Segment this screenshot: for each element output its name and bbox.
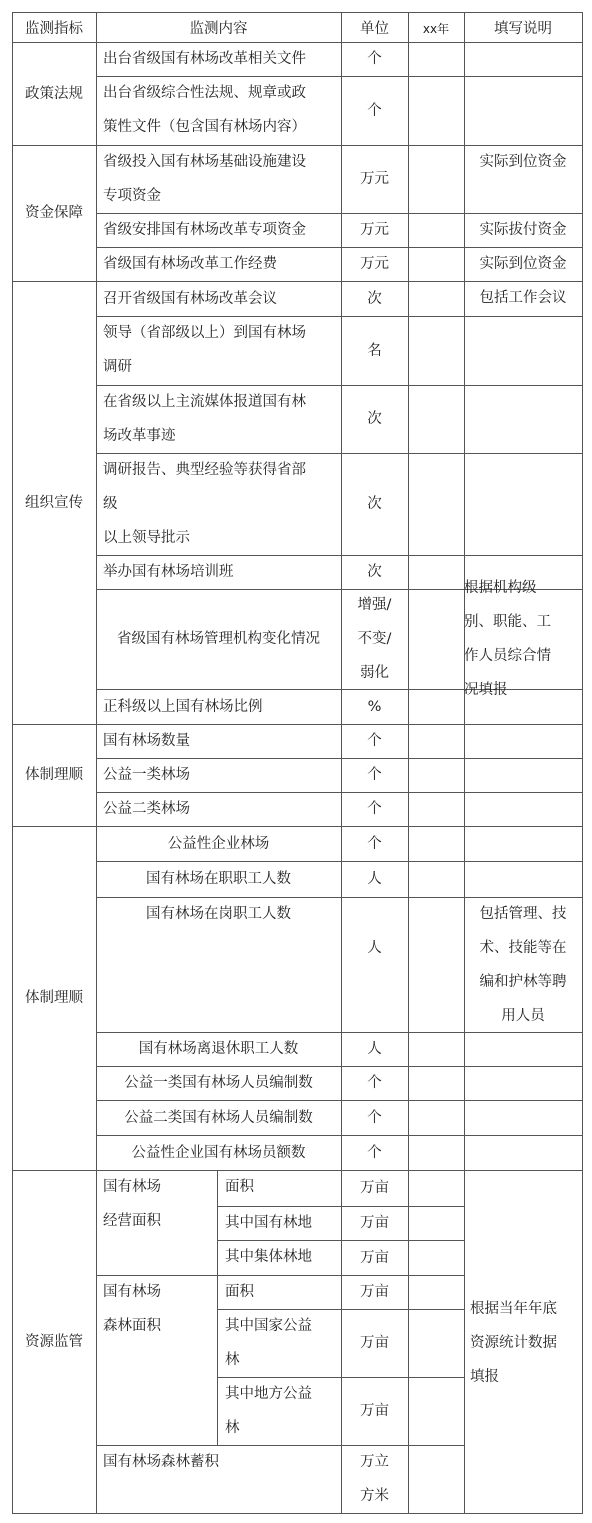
row-content: 省级国有林场管理机构变化情况: [117, 631, 320, 647]
row-content: 出台省级综合性法规、规章或政: [103, 85, 306, 101]
row-unit: %: [367, 698, 382, 715]
row-unit: 个: [367, 767, 382, 783]
row-unit: 人: [367, 871, 382, 887]
resource-unit: 万亩: [360, 1335, 389, 1351]
row-note: 包括管理、技: [479, 906, 567, 922]
row-content: 公益一类国有林场人员编制数: [124, 1075, 313, 1091]
resource-group-label: 森林面积: [103, 1318, 161, 1334]
table-rule: [582, 12, 583, 1514]
resource-unit: 万亩: [360, 1403, 389, 1419]
row-note: 实际拔付资金: [479, 222, 567, 238]
row-content: 出台省级国有林场改革相关文件: [103, 51, 306, 67]
table-rule: [12, 1513, 582, 1514]
row-unit: 人: [367, 1041, 382, 1057]
header-note: 填写说明: [494, 21, 552, 37]
resource-item: 其中地方公益: [225, 1386, 312, 1402]
row-unit: 人: [367, 940, 382, 956]
row-content: 召开省级国有林场改革会议: [103, 290, 277, 307]
resource-item: 面积: [225, 1179, 254, 1195]
row-unit: 次: [367, 411, 382, 427]
resource-unit: 万亩: [360, 1215, 389, 1231]
resource-note: 填报: [470, 1368, 499, 1385]
row-content: 国有林场数量: [103, 733, 190, 749]
row-unit: 个: [367, 801, 382, 817]
row-content: 公益性企业国有林场员额数: [131, 1144, 306, 1161]
category-label: 资金保障: [25, 205, 83, 221]
table-rule: [217, 1170, 218, 1445]
row-note: 根据机构级: [464, 580, 537, 596]
resource-unit: 万亩: [360, 1180, 389, 1196]
resource-item: 面积: [225, 1284, 254, 1300]
resource-group-label: 国有林场: [103, 1284, 161, 1300]
row-content: 国有林场离退休职工人数: [138, 1041, 299, 1057]
row-note: 术、技能等在: [479, 940, 567, 956]
table-rule: [96, 12, 97, 1514]
row-unit: 个: [367, 102, 382, 119]
row-content: 国有林场在岗职工人数: [146, 906, 291, 922]
category-label: 体制理顺: [25, 767, 83, 783]
row-content: 调研报告、典型经验等获得省部: [103, 462, 306, 478]
resource-note: 根据当年年底: [470, 1300, 557, 1317]
row-unit: 弱化: [360, 665, 389, 681]
row-unit: 个: [367, 835, 382, 852]
resource-note: 资源统计数据: [470, 1334, 557, 1351]
row-note: 况填报: [464, 682, 508, 698]
category-label: 政策法规: [25, 85, 83, 102]
category-label: 组织宣传: [25, 494, 83, 511]
resource-group-label: 经营面积: [103, 1213, 161, 1229]
row-unit: 万元: [360, 256, 389, 272]
category-label: 资源监管: [25, 1333, 83, 1350]
row-unit: 个: [367, 1144, 382, 1161]
row-content: 公益一类林场: [103, 767, 190, 783]
resource-group-label: 国有林场: [103, 1179, 161, 1195]
row-unit: 万元: [360, 171, 389, 187]
row-content: 正科级以上国有林场比例: [103, 698, 263, 715]
resource-volume-unit: 方米: [360, 1488, 389, 1504]
row-content: 场改革事迹: [103, 428, 176, 444]
resource-volume: 国有林场森林蓄积: [103, 1454, 219, 1470]
row-unit: 个: [367, 733, 382, 749]
row-note: 实际到位资金: [479, 256, 567, 272]
resource-unit: 万亩: [360, 1249, 389, 1266]
row-content: 领导（省部级以上）到国有林场: [103, 325, 306, 341]
row-unit: 次: [367, 564, 382, 580]
row-unit: 次: [367, 496, 382, 512]
row-content: 在省级以上主流媒体报道国有林: [103, 394, 306, 410]
table-rule: [408, 12, 409, 1514]
row-unit: 增强/: [357, 597, 392, 613]
resource-item: 林: [225, 1352, 240, 1368]
row-content: 公益二类国有林场人员编制数: [124, 1109, 313, 1126]
resource-volume-unit: 万立: [360, 1454, 389, 1470]
row-content: 级: [103, 496, 118, 512]
row-unit: 个: [367, 1075, 382, 1091]
row-note: 别、职能、工: [464, 614, 551, 630]
row-content: 以上领导批示: [103, 530, 190, 546]
row-content: 专项资金: [103, 188, 161, 204]
row-unit: 不变/: [357, 631, 392, 647]
row-note: 编和护林等聘: [479, 974, 567, 990]
resource-item: 林: [225, 1420, 240, 1436]
row-unit: 次: [367, 290, 382, 307]
row-note: 实际到位资金: [479, 154, 567, 170]
row-content: 调研: [103, 359, 132, 375]
row-note: 包括工作会议: [479, 290, 567, 306]
row-unit: 名: [367, 342, 382, 359]
row-content: 省级投入国有林场基础设施建设: [103, 154, 306, 170]
row-content: 省级安排国有林场改革专项资金: [103, 222, 306, 238]
category-label: 体制理顺: [25, 990, 83, 1006]
row-content: 策性文件（包含国有林场内容）: [103, 119, 306, 135]
row-unit: 万元: [360, 222, 389, 238]
row-unit: 个: [367, 51, 382, 67]
header-unit: 单位: [360, 21, 389, 37]
resource-item: 其中国家公益: [225, 1318, 312, 1334]
header-content: 监测内容: [189, 21, 248, 37]
row-unit: 个: [367, 1109, 382, 1126]
row-note: 用人员: [501, 1008, 545, 1024]
row-note: 作人员综合情: [464, 648, 551, 664]
row-content: 省级国有林场改革工作经费: [103, 256, 277, 272]
row-content: 公益性企业林场: [167, 835, 270, 852]
resource-unit: 万亩: [360, 1284, 389, 1300]
header-year: xx年: [422, 22, 450, 36]
resource-item: 其中国有林地: [225, 1215, 312, 1231]
row-content: 国有林场在职职工人数: [146, 871, 291, 887]
row-content: 举办国有林场培训班: [103, 564, 234, 580]
header-indicator: 监测指标: [25, 21, 83, 37]
resource-item: 其中集体林地: [225, 1249, 312, 1265]
row-content: 公益二类林场: [103, 801, 190, 817]
